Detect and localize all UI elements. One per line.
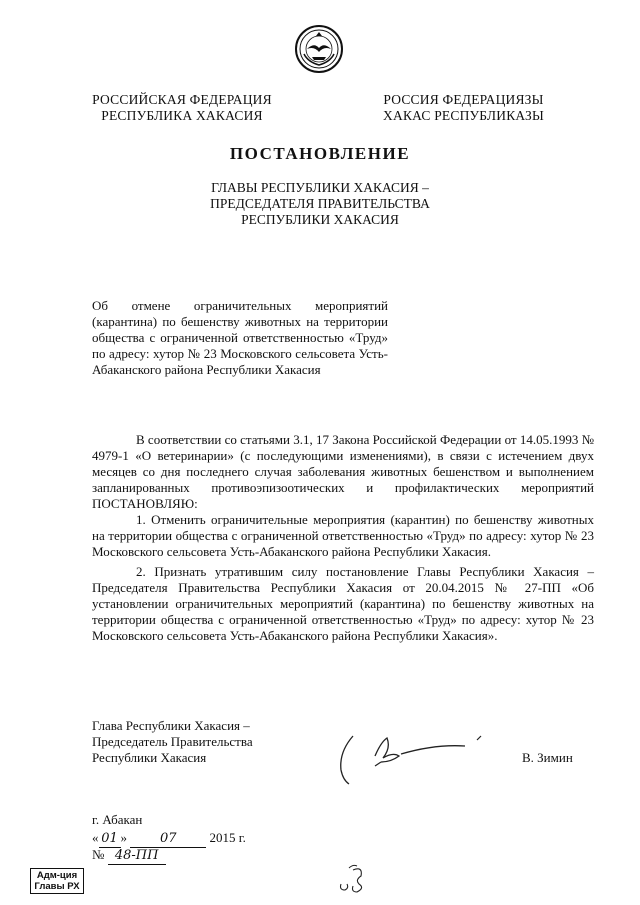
signature-position-line-1: Глава Республики Хакасия – (92, 718, 250, 733)
header-right-line-2: ХАКАС РЕСПУБЛИКАЗЫ (383, 108, 544, 123)
number-value: 48-ПП (108, 848, 166, 865)
coat-of-arms-emblem (294, 24, 344, 74)
date-close-quote: » (120, 830, 127, 845)
header-left (92, 92, 272, 124)
body-intro: В соответствии со статьями 3.1, 17 Закона Российской Федерации от 14.05.1993 № 4979-1 «О ветеринарии» (с последующими изменениями), в связи с истечением двух месяцев со дня последнего случая заболевания животных бешенством и выполнением запланированных противоэпизоотических и профилактических мероприятий ПОСТАНОВЛЯЮ: (92, 432, 595, 511)
body-item-1: 1. Отменить ограничительные мероприятия (карантин) по бешенству животных на территории общества с ограниченной ответственностью «Труд» по адресу: хутор № 23 Московского сельсовета Усть-Абаканского района Республики Хакасия. (92, 512, 594, 559)
signature-position (92, 718, 312, 766)
stamp-line-1: Адм-ция (36, 870, 78, 881)
header-left-line-2: РЕСПУБЛИКА ХАКАСИЯ (101, 108, 263, 123)
number-label: № (92, 847, 105, 862)
signatory-name: В. Зимин (522, 750, 573, 765)
document-body (92, 432, 594, 644)
document-subject: Об отмене ограничительных мероприятий (карантина) по бешенству животных на территории общества с ограниченной ответственностью «Труд» по адресу: хутор № 23 Московского сельсовета Усть-Абаканского района Республики Хакасия (92, 298, 388, 377)
handwritten-initials (335, 862, 375, 896)
date-year: 2015 г. (209, 830, 246, 845)
document-date (92, 830, 246, 848)
body-item-2: 2. Признать утратившим силу постановление Главы Республики Хакасия – Председателя Правительства Республики Хакасия от 20.04.2015 № 27-ПП «Об установлении ограничительных мероприятий (карантина) по бешенству животных на территории общества с ограниченной ответственностью «Труд» по адресу: хутор № 23 Московского сельсовета Усть-Абаканского района Республики Хакасия». (92, 564, 594, 643)
signature-position-line-3: Республики Хакасия (92, 750, 207, 765)
header-right (376, 92, 551, 124)
date-open-quote: « (92, 830, 99, 845)
archive-stamp (30, 868, 84, 894)
subtitle-line-1: ГЛАВЫ РЕСПУБЛИКИ ХАКАСИЯ – (211, 180, 429, 195)
city: г. Абакан (92, 812, 143, 827)
date-month: 07 (130, 831, 206, 848)
subtitle-line-3: РЕСПУБЛИКИ ХАКАСИЯ (241, 212, 399, 227)
stamp-line-2: Главы РХ (34, 881, 80, 892)
date-day: 01 (99, 831, 121, 848)
document-subtitle (120, 180, 520, 228)
signature-position-line-2: Председатель Правительства (92, 734, 253, 749)
header-right-line-1: РОССИЯ ФЕДЕРАЦИЯЗЫ (383, 92, 544, 107)
document-number (92, 847, 166, 865)
handwritten-signature (325, 722, 505, 792)
header-left-line-1: РОССИЙСКАЯ ФЕДЕРАЦИЯ (92, 92, 272, 107)
subtitle-line-2: ПРЕДСЕДАТЕЛЯ ПРАВИТЕЛЬСТВА (210, 196, 430, 211)
document-title: ПОСТАНОВЛЕНИЕ (229, 144, 411, 163)
